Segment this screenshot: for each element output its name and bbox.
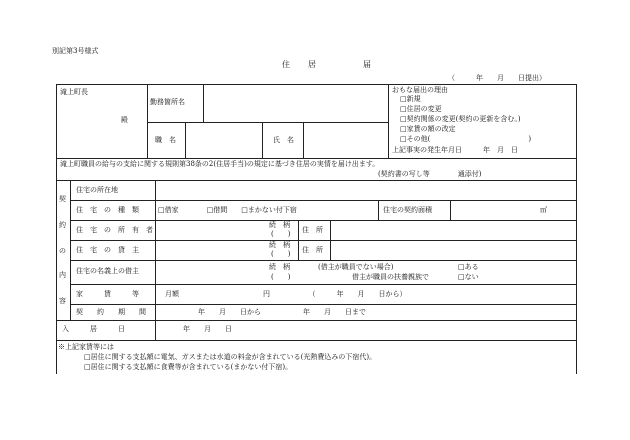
frame-left-notes (56, 340, 57, 374)
line-row-2 (70, 220, 576, 221)
nominee-relation-paren: ( ) (271, 273, 291, 281)
rent-value: 月額 円 （ 年 月 日から） (165, 290, 407, 298)
side-label-2: 約 (59, 221, 66, 229)
area-label: 住宅の契約面積 (383, 206, 432, 214)
addressee: 滝上町長 (60, 88, 88, 96)
occurred-date: 上記事実の発生年月日 年 月 日 (392, 146, 518, 154)
option-yes[interactable]: □ある (458, 263, 479, 271)
line-dept-bottom (147, 122, 388, 123)
side-label-3: の (59, 247, 66, 255)
line-movein-col (155, 320, 156, 340)
owner-relation-paren: ( ) (271, 230, 291, 238)
line-row-3 (70, 240, 576, 241)
line-area-label (378, 200, 379, 220)
title-char-2: 居 (308, 60, 316, 69)
statement-line-2: (契約書の写し等 通添付) (378, 170, 482, 178)
line-name-label (262, 122, 263, 158)
line-row-1 (70, 200, 576, 201)
nominee-note-2: 借主が職員の扶養親族で (352, 273, 429, 281)
statement-line-1: 滝上町職員の給与の支給に関する規則第38条の2(住居手当)の規定に基づき住居の実情を届け出ます。 (60, 160, 380, 168)
title-char-3: 届 (363, 60, 371, 69)
line-row-4 (70, 260, 576, 261)
line-row-6 (70, 304, 576, 305)
line-area-value (450, 200, 451, 220)
line-dept-value (203, 84, 204, 122)
submission-date: （ 年 月 日提出） (448, 74, 546, 82)
side-label-1: 契 (59, 195, 66, 203)
owner-label: 住 宅 の 所 有 者 (76, 226, 153, 234)
line-movein-bottom (56, 340, 576, 341)
frame-left (56, 84, 57, 340)
note-meals[interactable]: □居住に関する支払額に食費等が含まれている(まかない付下宿)。 (84, 363, 293, 371)
option-no[interactable]: □ない (458, 273, 479, 281)
name-label: 氏 名 (273, 136, 294, 144)
title-char-1: 住 (282, 60, 290, 69)
reasons-title: おもな届出の理由 (392, 86, 448, 94)
owner-relation: 続 柄 (269, 221, 290, 229)
line-statement-bottom (56, 180, 576, 181)
line-top-col-1 (147, 84, 148, 158)
reason-new[interactable]: □新規 (400, 95, 421, 103)
lender-label: 住 宅 の 貸 主 (76, 246, 139, 254)
line-contract-bottom (56, 320, 576, 321)
frame-top (56, 84, 576, 85)
reason-contract-change[interactable]: □契約関係の変更(契約の更新を含む。) (400, 115, 521, 123)
lender-address-label: 住 所 (302, 246, 323, 254)
owner-address-label: 住 所 (302, 226, 323, 234)
form-number: 別記第3号様式 (52, 47, 99, 55)
line-address (330, 220, 331, 260)
lender-relation-paren: ( ) (271, 250, 291, 258)
location-label: 住宅の所在地 (76, 186, 118, 194)
nominee-relation: 続 柄 (269, 263, 290, 271)
reason-other[interactable]: □その他( ) (400, 135, 532, 143)
line-label-col (155, 180, 156, 320)
rent-label: 家 賃 等 (76, 290, 139, 298)
dono-suffix: 殿 (121, 116, 128, 124)
reason-move[interactable]: □住居の変更 (400, 105, 442, 113)
note-utilities[interactable]: □居住に関する支払額に電気、ガスまたは水道の料金が含まれている(光熱費込みの下宿代)。 (84, 353, 377, 361)
period-label: 契 約 期 間 (76, 308, 146, 316)
dept-label: 勤務箇所名 (150, 98, 185, 106)
reason-rent-revision[interactable]: □家賃の額の改定 (400, 125, 456, 133)
nominee-note-1: (借主が職員でない場合) (318, 263, 394, 271)
post-label: 職 名 (155, 136, 176, 144)
line-side-label (70, 180, 71, 320)
line-row-5 (70, 284, 576, 285)
line-reasons (388, 84, 389, 158)
notes-title: ※上記家賃等には (58, 343, 114, 351)
side-label-4: 内 (59, 271, 66, 279)
area-unit: ㎡ (540, 206, 547, 214)
type-label: 住 宅 の 種 類 (76, 206, 139, 214)
movein-value: 年 月 日 (183, 325, 232, 333)
nominee-label: 住宅の名義上の借主 (76, 267, 139, 275)
line-top-section-bottom (56, 158, 576, 159)
line-post-value (185, 122, 186, 158)
period-value: 年 月 日から 年 月 日まで (198, 308, 366, 316)
line-name-value (303, 122, 304, 158)
line-relation (298, 220, 299, 260)
frame-right (576, 84, 577, 374)
movein-label: 入 居 日 (62, 325, 125, 333)
lender-relation: 続 柄 (269, 241, 290, 249)
side-label-5: 容 (59, 297, 66, 305)
type-options[interactable]: □借家 □借間 □まかない付下宿 (158, 206, 297, 214)
